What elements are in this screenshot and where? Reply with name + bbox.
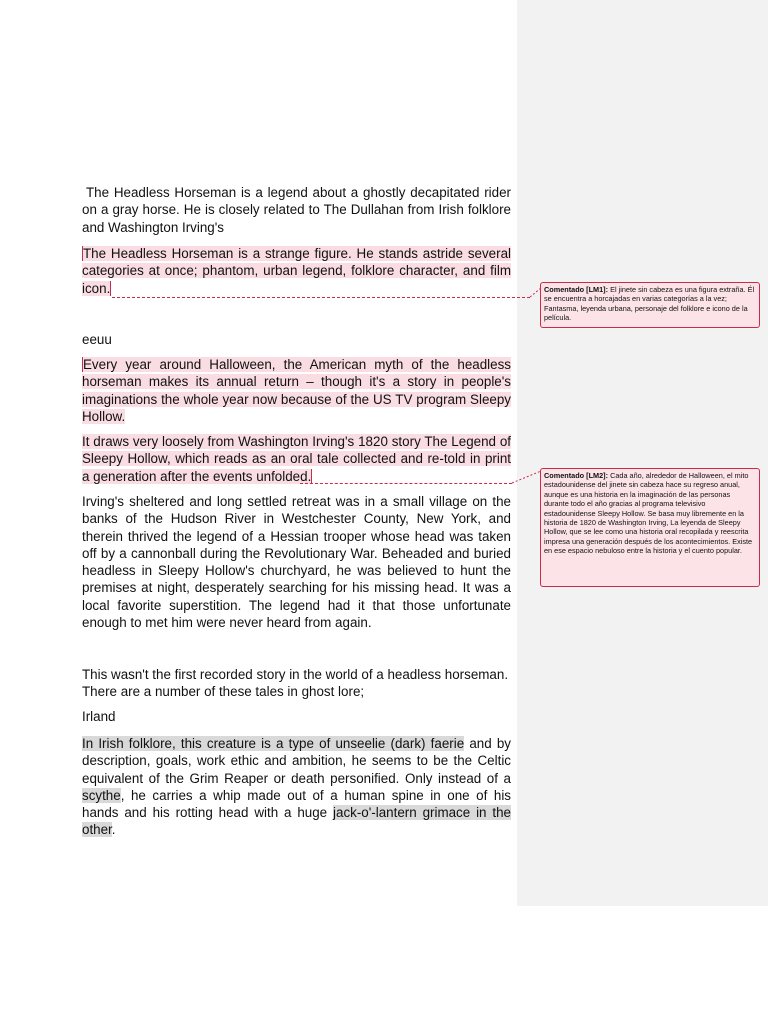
highlighted-jack-o-lantern: jack-o'-lantern grimace in the other: [82, 805, 511, 838]
paragraph-first-recorded: [82, 666, 511, 701]
irish-folklore-text-1: and by description, goals, work ethic and ambition, he seems to be the Celtic equivalent of the Grim Reaper or death personified. Only instead of a: [82, 736, 511, 786]
comment-lm2-leader-connector: [510, 468, 542, 486]
paragraph-strange-figure: [82, 245, 511, 297]
paragraph-intro-text: The Headless Horseman is a legend about a ghostly decapitated rider on a gray horse. He is closely related to The Dullahan from Irish folklore and Washington Irving's: [82, 185, 511, 235]
paragraph-irland-text: Irland: [82, 709, 116, 724]
comment-balloon-lm2[interactable]: [540, 468, 760, 587]
comments-margin-pane: [517, 0, 768, 906]
paragraph-first-recorded-text: This wasn't the first recorded story in the world of a headless horseman. There are a number of these tales in ghost lore;: [82, 667, 509, 700]
highlighted-unseelie-faerie: In Irish folklore, this creature is a type of unseelie (dark) faerie: [82, 736, 465, 751]
commented-text-lm2-part1[interactable]: Every year around Halloween, the American myth of the headless horseman makes its annual return – though it's a story in people's imaginations the whole year now because of the US TV program Sleepy Hollow.: [82, 357, 511, 424]
paragraph-eeuu-text: eeuu: [82, 332, 112, 347]
paragraph-irish-folklore: [82, 735, 511, 839]
irish-folklore-text-3: .: [111, 822, 116, 838]
paragraph-hessian-trooper: [82, 493, 511, 631]
paragraph-intro: [82, 184, 511, 236]
comment-lm1-tag: Comentado [LM1]:: [544, 285, 609, 294]
paragraph-hessian-trooper-text: Irving's sheltered and long settled retreat was in a small village on the banks of the Hudson River in Westchester County, New York, and therein thrived the legend of a Hessian trooper whose head was taken off by a cannonball during the Revolutionary War. Beheaded and buried headless in Sleepy Hollow's churchyard, he was believed to hunt the premises at night, desperately searching for his missing head. It was a local favorite superstition. The legend had it that those unfortunate enough to met him were never heard from again.: [82, 494, 511, 631]
paragraph-irland: [82, 708, 511, 725]
paragraph-eeuu: [82, 331, 511, 348]
paragraph-irving-1820: [82, 433, 511, 485]
paragraph-halloween: [82, 356, 511, 425]
comment-balloon-lm1[interactable]: [540, 282, 760, 328]
highlighted-scythe: scythe: [82, 787, 121, 803]
comment-lm1-leader-line: [112, 297, 530, 298]
commented-text-lm2-part2[interactable]: It draws very loosely from Washington Irving's 1820 story The Legend of Sleepy Hollow, which reads as an oral tale collected and re-told in print a generation after the events unfolded.: [82, 434, 511, 484]
comment-lm2-tag: Comentado [LM2]:: [544, 471, 609, 480]
irish-folklore-text-2: , he carries a whip made out of a human spine in one of his hands and his rotting head with a huge: [82, 787, 511, 821]
comment-lm1-text: El jinete sin cabeza es una figura extraña. Él se encuentra a horcajadas en varias categorías a la vez; Fantasma, leyenda urbana, personaje del folklore e icono de la película.: [544, 285, 755, 323]
commented-text-lm1[interactable]: The Headless Horseman is a strange figure. He stands astride several categories at once; phantom, urban legend, folklore character, and film icon.: [82, 246, 511, 296]
comment-lm2-leader-line: [300, 483, 512, 484]
comment-lm1-leader-connector: [510, 285, 542, 301]
comment-lm2-text: Cada año, alrededor de Halloween, el mito estadounidense del jinete sin cabeza hace su regreso anual, aunque es una historia en la imaginación de las personas durante todo el año gracias al programa televisivo estadounidense Sleepy Hollow. Se basa muy libremente en la historia de 1820 de Washington Irving, La leyenda de Sleepy Hollow, que se lee como una historia oral recopilada y reescrita impresa una generación después de los acontecimientos. Existe en ese espacio nebuloso entre la historia y el cuento popular.: [544, 471, 753, 556]
